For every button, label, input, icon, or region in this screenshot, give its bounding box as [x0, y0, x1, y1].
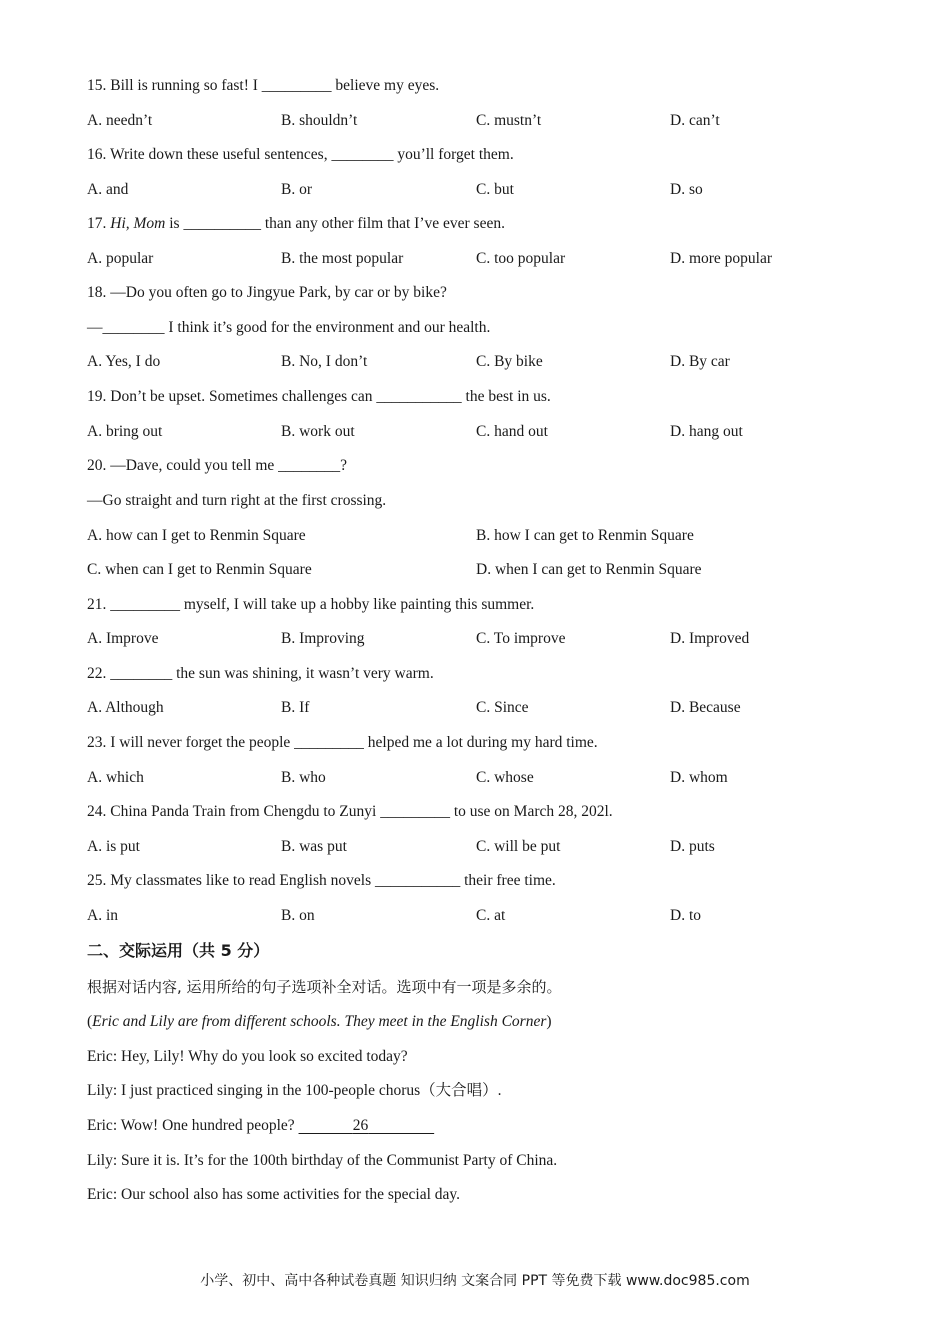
- answer-blank-26: [299, 1117, 435, 1134]
- question-number: 17.: [87, 215, 107, 232]
- dialogue-text: Eric: Wow! One hundred people?: [87, 1117, 299, 1134]
- option-a: A. which: [87, 769, 144, 786]
- question-23: [87, 733, 598, 753]
- question-25: [87, 871, 556, 891]
- option-a: A. Although: [87, 699, 164, 716]
- question-24: [87, 802, 613, 822]
- option-d: D. Because: [670, 699, 741, 716]
- question-stem: China Panda Train from Chengdu to Zunyi _________ to use on March 28, 202l.: [110, 803, 613, 820]
- option-d: D. hang out: [670, 423, 743, 440]
- option-b: B. the most popular: [281, 250, 404, 267]
- question-stem: My classmates like to read English novels ___________ their free time.: [110, 872, 556, 889]
- question-stem: is __________ than any other film that I’ve ever seen.: [165, 215, 505, 232]
- question-stem: Bill is running so fast! I _________ believe my eyes.: [110, 77, 440, 94]
- option-c: C. but: [476, 181, 514, 198]
- scene-description: (Eric and Lily are from different schools. They meet in the English Corner): [87, 1013, 552, 1030]
- question-number: 16.: [87, 146, 107, 163]
- option-d: D. when I can get to Renmin Square: [476, 561, 702, 578]
- section-heading: 二、交际运用（共 5 分）: [87, 941, 270, 960]
- option-b: B. work out: [281, 423, 355, 440]
- option-d: D. By car: [670, 353, 730, 370]
- question-stem: I will never forget the people _________ helped me a lot during my hard time.: [110, 734, 598, 751]
- question-number: 21.: [87, 596, 107, 613]
- question-16: [87, 145, 514, 165]
- dialogue-line: Lily: Sure it is. It’s for the 100th birthday of the Communist Party of China.: [87, 1152, 558, 1169]
- question-number: 18.: [87, 284, 107, 301]
- option-a: A. how can I get to Renmin Square: [87, 527, 306, 544]
- option-b: B. Improving: [281, 630, 365, 647]
- question-number: 20.: [87, 457, 107, 474]
- question-stem: —Dave, could you tell me ________?: [110, 457, 348, 474]
- option-b: B. how I can get to Renmin Square: [476, 527, 694, 544]
- film-title: Hi, Mom: [110, 215, 166, 232]
- question-17: [87, 214, 505, 234]
- option-d: D. whom: [670, 769, 728, 786]
- question-stem: ________ the sun was shining, it wasn’t very warm.: [110, 665, 434, 682]
- section-instruction: 根据对话内容, 运用所给的句子选项补全对话。选项中有一项是多余的。: [87, 978, 562, 996]
- question-20: [87, 456, 347, 476]
- option-b: B. was put: [281, 838, 347, 855]
- option-c: C. Since: [476, 699, 529, 716]
- scene-text: Eric and Lily are from different schools. They meet in the English Corner: [92, 1013, 547, 1030]
- dialogue-line: [87, 1116, 434, 1136]
- dialogue-line: Eric: Our school also has some activities for the special day.: [87, 1186, 461, 1203]
- option-c: C. mustn’t: [476, 112, 542, 129]
- dialogue-line: Lily: I just practiced singing in the 100-people chorus（大合唱）.: [87, 1082, 502, 1099]
- option-a: A. bring out: [87, 423, 163, 440]
- question-number: 24.: [87, 803, 107, 820]
- option-a: A. in: [87, 907, 118, 924]
- option-a: A. Improve: [87, 630, 159, 647]
- option-d: D. to: [670, 907, 701, 924]
- option-d: D. puts: [670, 838, 715, 855]
- option-c: C. hand out: [476, 423, 548, 440]
- option-b: B. or: [281, 181, 312, 198]
- option-c: C. when can I get to Renmin Square: [87, 561, 312, 578]
- question-number: 25.: [87, 872, 107, 889]
- question-15: [87, 76, 439, 96]
- option-c: C. By bike: [476, 353, 543, 370]
- question-number: 15.: [87, 77, 107, 94]
- question-19: [87, 387, 551, 407]
- question-stem: Don’t be upset. Sometimes challenges can ___________ the best in us.: [110, 388, 551, 405]
- option-c: C. at: [476, 907, 506, 924]
- option-a: A. and: [87, 181, 129, 198]
- option-a: A. popular: [87, 250, 154, 267]
- question-number: 19.: [87, 388, 107, 405]
- question-stem: Write down these useful sentences, ________ you’ll forget them.: [109, 146, 514, 163]
- page-footer: 小学、初中、高中各种试卷真题 知识归纳 文案合同 PPT 等免费下载 www.doc985.com: [200, 1273, 750, 1289]
- dialogue-line: Eric: Hey, Lily! Why do you look so excited today?: [87, 1048, 408, 1065]
- option-d: D. so: [670, 181, 703, 198]
- option-c: C. too popular: [476, 250, 566, 267]
- blank-number: 26: [352, 1117, 369, 1134]
- question-number: 23.: [87, 734, 107, 751]
- option-c: C. To improve: [476, 630, 566, 647]
- option-c: C. whose: [476, 769, 534, 786]
- option-d: D. can’t: [670, 112, 720, 129]
- question-20-reply: —Go straight and turn right at the first crossing.: [87, 492, 387, 509]
- question-stem: _________ myself, I will take up a hobby like painting this summer.: [110, 596, 535, 613]
- option-d: D. more popular: [670, 250, 773, 267]
- option-b: B. on: [281, 907, 315, 924]
- question-number: 22.: [87, 665, 107, 682]
- option-a: A. is put: [87, 838, 140, 855]
- question-22: [87, 664, 434, 684]
- question-18-reply: —________ I think it’s good for the environment and our health.: [87, 319, 491, 336]
- option-b: B. who: [281, 769, 326, 786]
- question-21: [87, 595, 534, 615]
- question-18: [87, 283, 447, 303]
- option-c: C. will be put: [476, 838, 561, 855]
- option-a: A. needn’t: [87, 112, 153, 129]
- option-b: B. If: [281, 699, 310, 716]
- question-stem: —Do you often go to Jingyue Park, by car or by bike?: [110, 284, 447, 301]
- option-b: B. shouldn’t: [281, 112, 358, 129]
- option-d: D. Improved: [670, 630, 750, 647]
- option-a: A. Yes, I do: [87, 353, 161, 370]
- option-b: B. No, I don’t: [281, 353, 368, 370]
